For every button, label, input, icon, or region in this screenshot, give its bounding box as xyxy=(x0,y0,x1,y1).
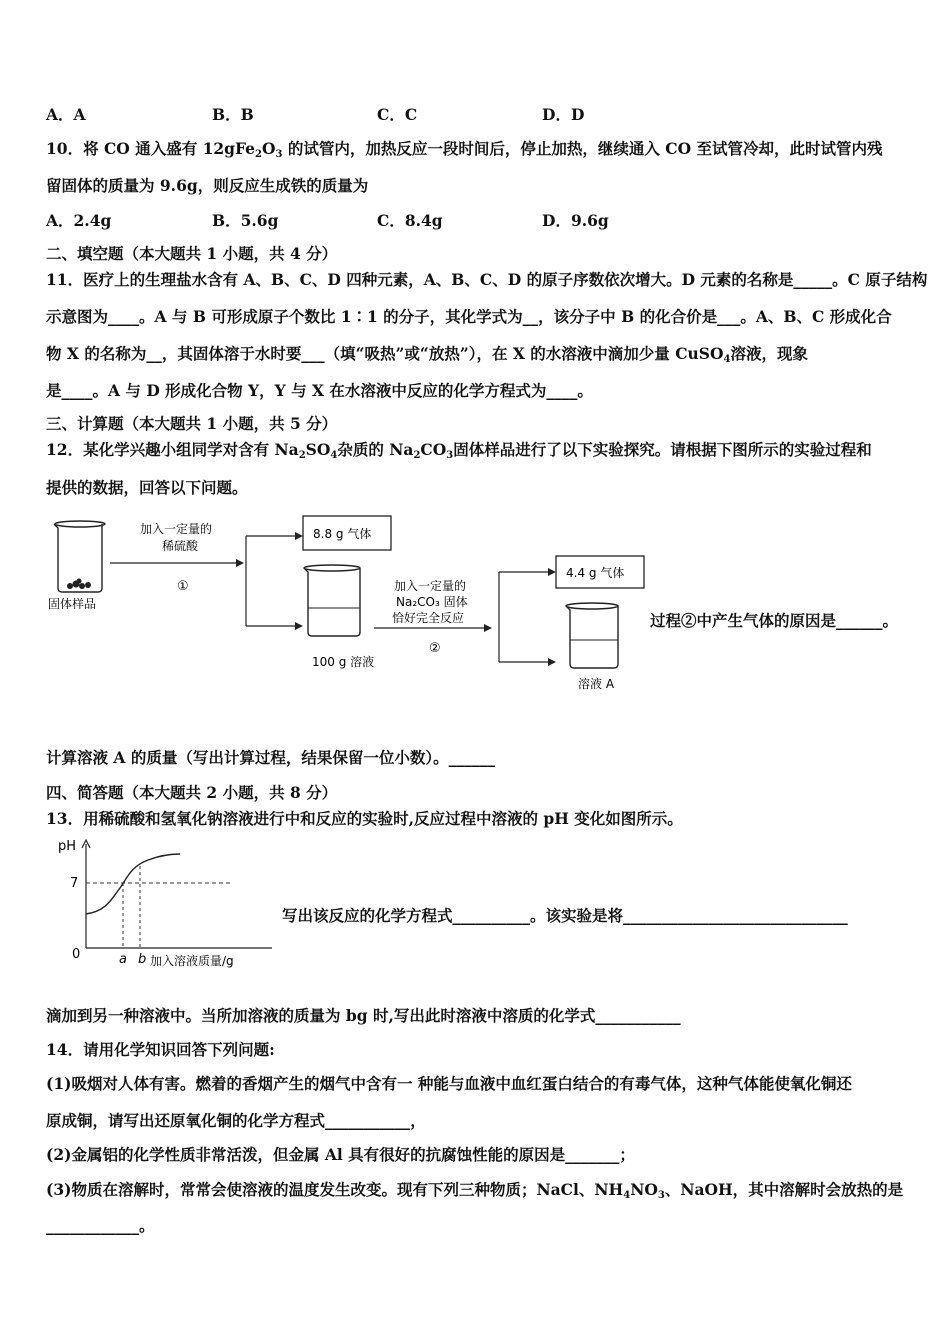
branch2-bottom-arrowhead xyxy=(548,658,556,666)
step2-text-2: Na₂CO₃ 固体 xyxy=(396,595,468,609)
solid-sample-label: 固体样品 xyxy=(48,597,97,611)
q14-p3-line-2: ____________。 xyxy=(46,1216,155,1235)
beaker-solution-icon xyxy=(304,565,360,636)
branch2-top-arrowhead xyxy=(548,568,556,576)
section-2-heading: 二、填空题（本大题共 1 小题，共 4 分） xyxy=(46,244,338,263)
branch1-top-arrowhead xyxy=(295,532,303,540)
q13-line-3: 滴加到另一种溶液中。当所加溶液的质量为 bg 时,写出此时溶液中溶质的化学式___________ xyxy=(46,1006,681,1025)
q12-side-question: 过程②中产生气体的原因是______。 xyxy=(650,611,899,630)
step1-arrowhead xyxy=(236,559,244,567)
beaker-solution-a-icon xyxy=(566,603,618,668)
experiment-diagram xyxy=(40,508,660,698)
q11-line-3: 物 X 的名称为__，其固体溶于水时要___（填“吸热”或“放热”），在 X 的水溶液中滴加少量 CuSO$_4$溶液，现象 xyxy=(46,344,808,365)
solid-sample-icon xyxy=(67,579,91,590)
q11-line-4: 是____。A 与 D 形成化合物 Y，Y 与 X 在水溶液中反应的化学方程式为____。 xyxy=(46,381,593,400)
q9-option-b: B．B xyxy=(212,105,254,124)
gas1-label: 8.8 g 气体 xyxy=(313,527,372,541)
q14-p1-line-2: 原成铜，请写出还原氧化铜的化学方程式___________， xyxy=(46,1111,426,1130)
q11-line-2: 示意图为____。A 与 B 可形成原子个数比 1∶1 的分子，其化学式为__，该分子中 B 的化合价是___。A、B、C 形成化合 xyxy=(46,307,892,326)
q13-line-1: 13．用稀硫酸和氢氧化钠溶液进行中和反应的实验时,反应过程中溶液的 pH 变化如图所示。 xyxy=(46,809,683,828)
branch1-bottom-arrowhead xyxy=(295,622,303,630)
ph-curve xyxy=(86,854,180,914)
section-4-heading: 四、简答题（本大题共 2 小题，共 8 分） xyxy=(46,783,338,802)
gas2-label: 4.4 g 气体 xyxy=(566,566,625,580)
ph-chart xyxy=(52,836,282,974)
q9-option-c: C．C xyxy=(377,105,418,124)
ph-y-label: pH xyxy=(58,839,77,854)
ph-7-tick: 7 xyxy=(70,876,79,891)
section-3-heading: 三、计算题（本大题共 1 小题，共 5 分） xyxy=(46,414,338,433)
q12-calc: 计算溶液 A 的质量（写出计算过程，结果保留一位小数）。______ xyxy=(46,748,496,767)
step1-number: ① xyxy=(177,579,189,594)
q10-option-a: A．2.4g xyxy=(46,211,112,230)
q12-line-2: 提供的数据，回答以下问题。 xyxy=(46,478,248,497)
q12-line-1: 12．某化学兴趣小组同学对含有 $Na_2SO_4$杂质的 $Na_2CO_3$固体样品进行了以下实验探究。请根据下图所示的实验过程和 xyxy=(46,440,872,461)
step1-text-2: 稀硫酸 xyxy=(162,539,199,553)
q10-option-b: B．5.6g xyxy=(212,211,279,230)
step2-text-1: 加入一定量的 xyxy=(394,579,467,593)
ph-x-label: 加入溶液质量/g xyxy=(150,954,234,968)
step1-text-1: 加入一定量的 xyxy=(140,522,213,536)
q9-option-d: D．D xyxy=(542,105,585,124)
step2-number: ② xyxy=(429,641,441,656)
q10-option-d: D．9.6g xyxy=(542,211,609,230)
q14-p2: (2)金属铝的化学性质非常活泼，但金属 Al 具有很好的抗腐蚀性能的原因是_______； xyxy=(46,1145,635,1164)
q10-line-2: 留固体的质量为 9.6g，则反应生成铁的质量为 xyxy=(46,176,369,195)
q14-p1-line-1: (1)吸烟对人体有害。燃着的香烟产生的烟气中含有一 种能与血液中血红蛋白结合的有毒气体，这种气体能使氧化铜还 xyxy=(46,1074,852,1093)
solution1-label: 100 g 溶液 xyxy=(312,655,375,669)
q9-option-a: A．A xyxy=(46,105,86,124)
step2-arrowhead xyxy=(484,624,492,632)
ph-origin: 0 xyxy=(72,947,81,962)
q13-side: 写出该反应的化学方程式__________。该实验是将_____________________________ xyxy=(282,906,848,925)
q11-line-1: 11．医疗上的生理盐水含有 A、B、C、D 四种元素，A、B、C、D 的原子序数依次增大。D 元素的名称是_____。C 原子结构 xyxy=(46,270,928,289)
q10-line-1: 10．将 CO 通入盛有 $12gFe_2O_3$ 的试管内，加热反应一段时间后，停止加热，继续通入 CO 至试管冷却，此时试管内残 xyxy=(46,139,883,160)
ph-b-label: b xyxy=(138,952,147,967)
q14-title: 14．请用化学知识回答下列问题: xyxy=(46,1040,275,1059)
q10-option-c: C．8.4g xyxy=(377,211,443,230)
q14-p3-line-1: (3)物质在溶解时，常常会使溶液的温度发生改变。现有下列三种物质；NaCl、$NH_4NO_3$、NaOH，其中溶解时会放热的是 xyxy=(46,1180,904,1201)
solution-a-label: 溶液 A xyxy=(578,677,615,691)
step2-text-3: 恰好完全反应 xyxy=(392,611,465,625)
ph-a-label: a xyxy=(119,952,127,967)
